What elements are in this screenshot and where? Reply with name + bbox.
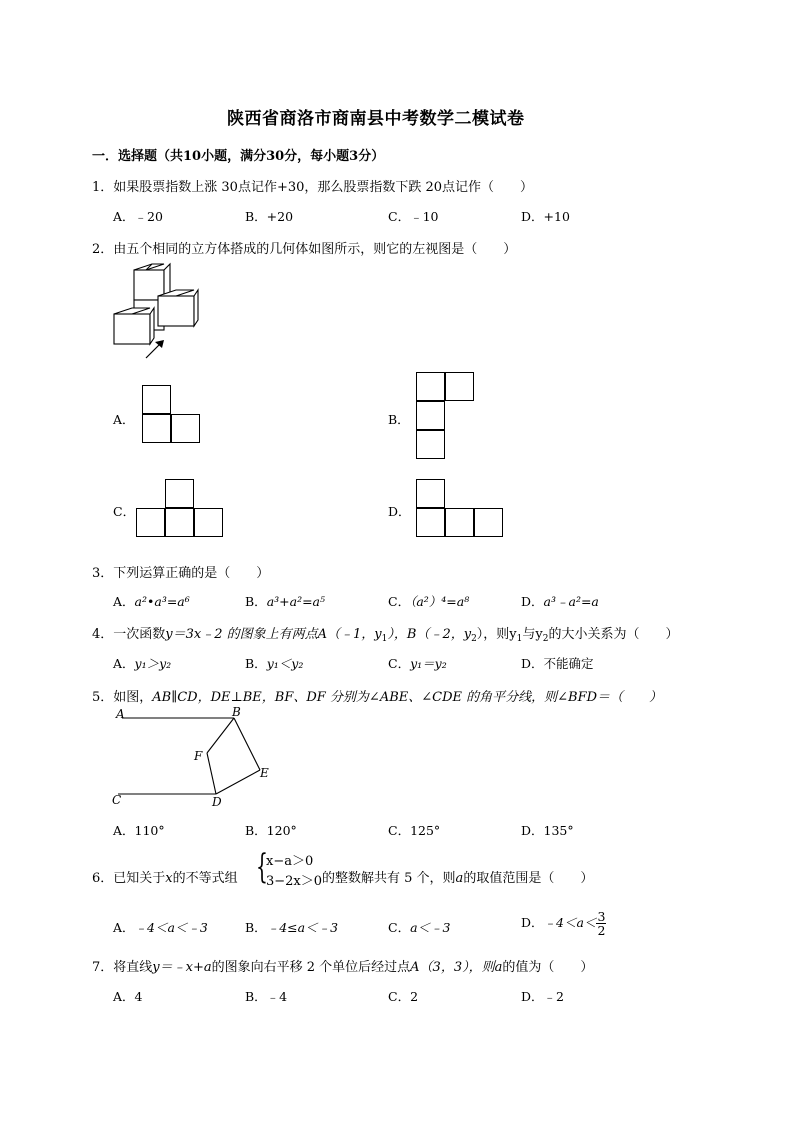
stem-text: 的取值范围是（ ）	[463, 871, 594, 886]
square	[136, 508, 165, 537]
stem-text: ），B（﹣2，y	[387, 627, 472, 642]
option-letter: B．	[245, 594, 267, 609]
expression: a²•a³=a⁶	[134, 594, 190, 609]
stem-text: 的值为（ ）	[502, 960, 594, 975]
square	[142, 414, 171, 443]
q7-option-d[interactable]: D．﹣2	[521, 989, 564, 1004]
q1-option-b[interactable]: B．+20	[245, 209, 294, 224]
numerator: 3	[597, 909, 606, 924]
q3-option-d[interactable]	[521, 592, 599, 610]
page-title: 陕西省商洛市商南县中考数学二模试卷	[227, 109, 525, 129]
question-3-stem: 3．下列运算正确的是（ ）	[92, 566, 270, 581]
stem-prefix: 5．如图，	[92, 690, 153, 705]
point-label-f: F	[194, 749, 203, 763]
stem-text: A（﹣1，y	[317, 627, 382, 642]
square	[194, 508, 223, 537]
q3-option-b[interactable]	[245, 592, 325, 610]
stem-text: a	[494, 960, 503, 975]
inequality-system	[266, 852, 322, 892]
square	[416, 430, 445, 459]
q1-option-c[interactable]: C．﹣10	[388, 209, 439, 224]
square	[445, 372, 474, 401]
stem-text: A（3，3），则	[410, 960, 495, 975]
square	[416, 479, 445, 508]
option-letter: A．	[113, 594, 135, 609]
q5-option-c[interactable]: C．125°	[388, 823, 441, 838]
q6-option-a[interactable]	[113, 918, 208, 936]
stem-text: 的大小关系为（ ）	[548, 627, 679, 642]
q2-option-c[interactable]: C．	[113, 504, 136, 519]
square	[165, 508, 194, 537]
stem-text: x	[165, 871, 173, 886]
stem-text: 与y	[522, 627, 543, 642]
stem-text: AB∥CD，DE⊥BE，BF、DF 分别为∠ABE、∠CDE 的角平分线，则∠BFD＝（ ）	[152, 690, 663, 705]
stem-prefix: 7．将直线	[92, 960, 153, 975]
q7-option-c[interactable]: C．2	[388, 989, 419, 1004]
q2-option-d[interactable]: D．	[388, 504, 411, 519]
subscript: 2	[471, 634, 477, 644]
inequality-1: x−a＞0	[266, 854, 314, 869]
subscript: 1	[381, 634, 388, 644]
q5-option-a[interactable]: A．110°	[113, 823, 165, 838]
question-6-stem-b	[322, 867, 593, 886]
stem-text: y＝﹣x+a	[152, 960, 212, 975]
expression: （a²）	[410, 594, 442, 609]
question-7-stem	[92, 956, 593, 975]
stem-prefix: 4．一次函数	[92, 627, 166, 642]
point-label-e: E	[260, 766, 269, 780]
q5-option-b[interactable]: B．120°	[245, 823, 297, 838]
square	[474, 508, 503, 537]
expression: y₁＜y₂	[266, 656, 304, 671]
q1-option-a[interactable]: A．﹣20	[113, 209, 163, 224]
q4-option-d[interactable]: D．不能确定	[521, 656, 594, 671]
stem-text: a	[455, 871, 464, 886]
cube-solid-figure	[108, 262, 200, 362]
option-letter: A．	[113, 656, 135, 671]
q5-option-d[interactable]: D．135°	[521, 823, 574, 838]
point-label-d: D	[212, 795, 222, 809]
square	[165, 479, 194, 508]
option-letter: C．	[388, 656, 411, 671]
question-6-stem-a	[92, 867, 238, 886]
point-label-c: C	[112, 793, 122, 807]
question-4-stem	[92, 623, 679, 644]
inequality-brace: {	[256, 847, 268, 887]
q7-option-a[interactable]: A．4	[113, 989, 143, 1004]
point-label-a: A	[116, 707, 125, 721]
q3-option-a[interactable]	[113, 592, 190, 610]
square	[171, 414, 200, 443]
expression: a³+a²=a⁵	[266, 594, 326, 609]
square	[445, 508, 474, 537]
stem-text: 的整数解共有 5 个，则	[322, 871, 456, 886]
option-letter: D．	[521, 594, 544, 609]
q2-option-a[interactable]: A．	[113, 412, 135, 427]
question-1-stem: 1．如果股票指数上涨 30点记作+30，那么股票指数下跌 20点记作（ ）	[92, 180, 534, 195]
q4-option-a[interactable]	[113, 654, 171, 672]
inequality-2: 3−2x＞0	[266, 874, 323, 889]
fraction	[596, 910, 606, 937]
option-letter: A．	[113, 920, 135, 935]
option-letter: D．	[521, 915, 544, 930]
question-5-stem	[92, 686, 662, 705]
subscript: 2	[542, 634, 549, 644]
expression: ⁴=a⁸	[441, 594, 470, 609]
expression: a＜﹣3	[410, 920, 451, 935]
stem-prefix: 6．已知关于	[92, 871, 166, 886]
q6-option-d[interactable]	[521, 910, 606, 937]
point-label-b: B	[232, 705, 241, 719]
q6-option-b[interactable]	[245, 918, 338, 936]
q4-option-b[interactable]	[245, 654, 303, 672]
square	[416, 401, 445, 430]
q2-option-b[interactable]: B．	[388, 412, 410, 427]
question-2-stem: 2．由五个相同的立方体搭成的几何体如图所示，则它的左视图是（ ）	[92, 242, 517, 257]
stem-text: 的图象向右平移 2 个单位后经过点	[211, 960, 411, 975]
stem-text: 的不等式组	[172, 871, 238, 886]
square	[416, 508, 445, 537]
expression: y₁＝y₂	[410, 656, 447, 671]
denominator: 2	[597, 923, 606, 938]
q4-option-c[interactable]	[388, 654, 447, 672]
option-letter: C．	[388, 594, 411, 609]
q1-option-d[interactable]: D．+10	[521, 209, 570, 224]
square	[142, 385, 171, 414]
expression: ﹣4＜a＜﹣3	[134, 920, 208, 935]
expression: a³﹣a²=a	[543, 594, 599, 609]
q3-option-c[interactable]	[388, 592, 469, 610]
expression: ﹣4≤a＜﹣3	[266, 920, 339, 935]
square	[416, 372, 445, 401]
option-letter: B．	[245, 920, 267, 935]
option-letter: C．	[388, 920, 411, 935]
section-heading: 一．选择题（共10小题，满分30分，每小题3分）	[92, 149, 385, 164]
stem-text: ），则y	[476, 627, 517, 642]
parallel-lines-figure	[108, 704, 288, 810]
expression: y₁＞y₂	[134, 656, 172, 671]
option-letter: B．	[245, 656, 267, 671]
stem-text: y＝3x﹣2 的图象上有两点	[165, 627, 318, 642]
subscript: 1	[516, 634, 523, 644]
q6-option-c[interactable]	[388, 918, 450, 936]
q7-option-b[interactable]: B．﹣4	[245, 989, 288, 1004]
expression: ﹣4＜a＜	[543, 915, 597, 930]
